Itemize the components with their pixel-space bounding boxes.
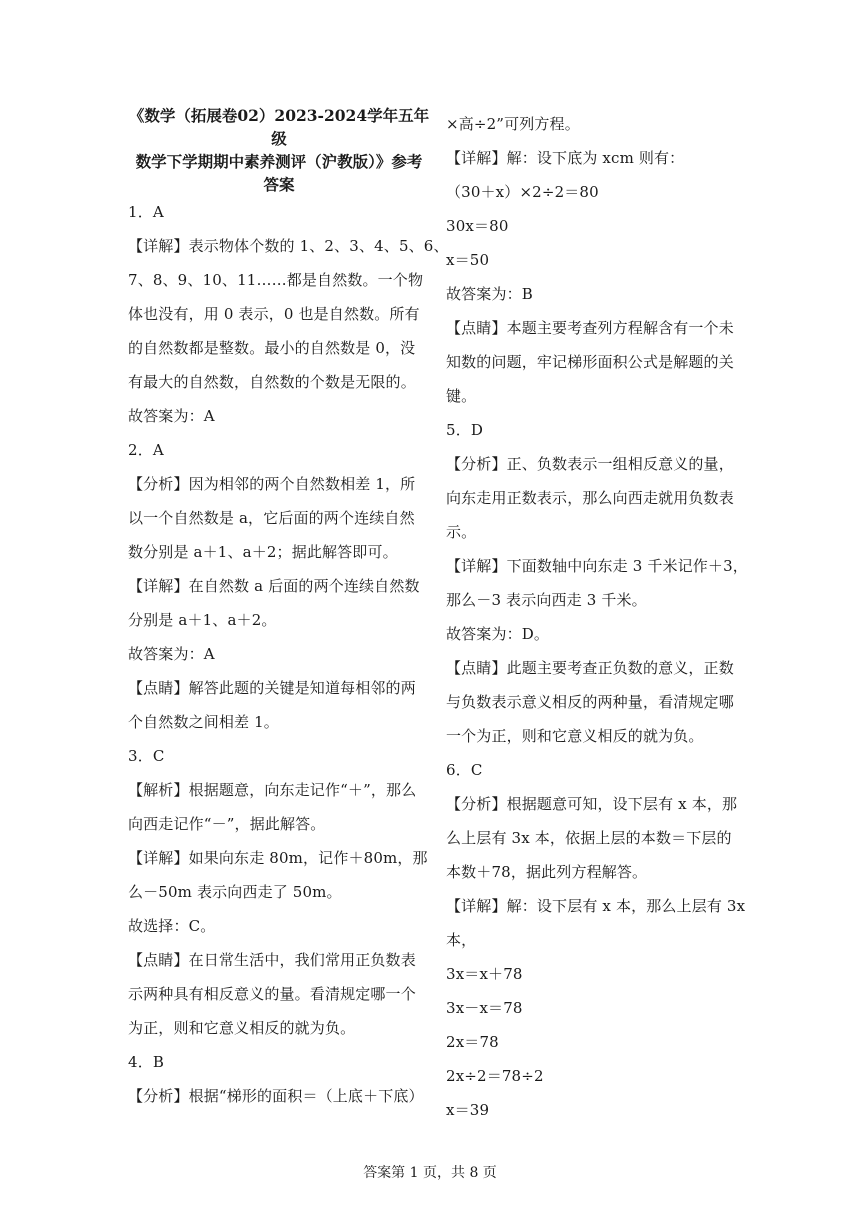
- text-line: 【详解】下面数轴中向东走 3 千米记作＋3，: [446, 557, 748, 575]
- text-line: 一个为正，则和它意义相反的就为负。: [446, 727, 704, 745]
- text-line: 【详解】如果向东走 80m，记作＋80m，那: [128, 849, 428, 867]
- text-line: 2x＝78: [446, 1033, 499, 1051]
- title-line-1: 《数学（拓展卷02）2023-2024学年五年级: [128, 106, 430, 148]
- text-line: 的自然数都是整数。最小的自然数是 0，没: [128, 339, 416, 357]
- text-line: （30＋x）×2÷2＝80: [446, 183, 599, 201]
- text-line: 【分析】正、负数表示一组相反意义的量，: [446, 455, 734, 473]
- text-line: 与负数表示意义相反的两种量，看清规定哪: [446, 693, 734, 711]
- text-line: 本数＋78，据此列方程解答。: [446, 863, 648, 881]
- text-line: 【详解】解：设下层有 x 本，那么上层有 3x: [446, 897, 746, 915]
- text-line: 【详解】表示物体个数的 1、2、3、4、5、6、: [128, 237, 449, 255]
- text-line: 以一个自然数是 a，它后面的两个连续自然: [128, 509, 415, 527]
- text-line: 分别是 a＋1、a＋2。: [128, 611, 277, 629]
- text-line: 【分析】根据题意可知，设下层有 x 本，那: [446, 795, 738, 813]
- text-line: ×高÷2”可列方程。: [446, 115, 580, 133]
- text-line: 2x÷2＝78÷2: [446, 1067, 544, 1085]
- text-line: 【分析】根据“梯形的面积＝（上底＋下底）: [128, 1087, 424, 1105]
- text-line: 【解析】根据题意，向东走记作“＋”，那么: [128, 781, 417, 799]
- text-line: 30x＝80: [446, 217, 509, 235]
- text-line: 1．A: [128, 203, 164, 221]
- text-line: 么－50m 表示向西走了 50m。: [128, 883, 342, 901]
- text-line: 4．B: [128, 1053, 165, 1071]
- text-line: 向西走记作“－”，据此解答。: [128, 815, 326, 833]
- text-line: 为正，则和它意义相反的就为负。: [128, 1019, 356, 1037]
- text-line: 6．C: [446, 761, 483, 779]
- text-line: 故答案为：A: [128, 407, 215, 425]
- text-line: 【点睛】在日常生活中，我们常用正负数表: [128, 951, 416, 969]
- title-line-3: 答案: [263, 175, 295, 194]
- text-line: 【详解】在自然数 a 后面的两个连续自然数: [128, 577, 420, 595]
- text-line: 【详解】解：设下底为 xcm 则有：: [446, 149, 685, 167]
- text-line: 故答案为：A: [128, 645, 215, 663]
- text-line: 3．C: [128, 747, 165, 765]
- text-line: 示。: [446, 523, 477, 541]
- document-title: [128, 104, 430, 196]
- text-line: 键。: [446, 387, 477, 405]
- text-line: 【点睛】本题主要考查列方程解含有一个未: [446, 319, 734, 337]
- text-line: x＝50: [446, 251, 490, 269]
- text-line: 么上层有 3x 本，依据上层的本数＝下层的: [446, 829, 732, 847]
- text-line: 故答案为：D。: [446, 625, 550, 643]
- text-line: 向东走用正数表示，那么向西走就用负数表: [446, 489, 734, 507]
- text-line: 个自然数之间相差 1。: [128, 713, 279, 731]
- text-line: 知数的问题，牢记梯形面积公式是解题的关: [446, 353, 734, 371]
- text-line: 本，: [446, 931, 477, 949]
- page-footer: 答案第 1 页，共 8 页: [363, 1165, 497, 1181]
- text-line: 故答案为：B: [446, 285, 533, 303]
- text-line: 体也没有，用 0 表示，0 也是自然数。所有: [128, 305, 420, 323]
- text-line: 有最大的自然数，自然数的个数是无限的。: [128, 373, 416, 391]
- text-line: 【点睛】解答此题的关键是知道每相邻的两: [128, 679, 416, 697]
- text-line: 【分析】因为相邻的两个自然数相差 1，所: [128, 475, 416, 493]
- text-line: 【点睛】此题主要考查正负数的意义，正数: [446, 659, 734, 677]
- text-line: 那么－3 表示向西走 3 千米。: [446, 591, 647, 609]
- text-line: 5．D: [446, 421, 484, 439]
- title-line-2: 数学下学期期中素养测评（沪教版）》参考: [135, 152, 423, 171]
- text-line: x＝39: [446, 1101, 490, 1119]
- text-line: 2．A: [128, 441, 164, 459]
- text-line: 3x＝x＋78: [446, 965, 523, 983]
- text-line: 故选择：C。: [128, 917, 216, 935]
- text-line: 7、8、9、10、11……都是自然数。一个物: [128, 271, 424, 289]
- text-line: 3x－x＝78: [446, 999, 523, 1017]
- text-line: 数分别是 a＋1、a＋2；据此解答即可。: [128, 543, 398, 561]
- text-line: 示两种具有相反意义的量。看清规定哪一个: [128, 985, 416, 1003]
